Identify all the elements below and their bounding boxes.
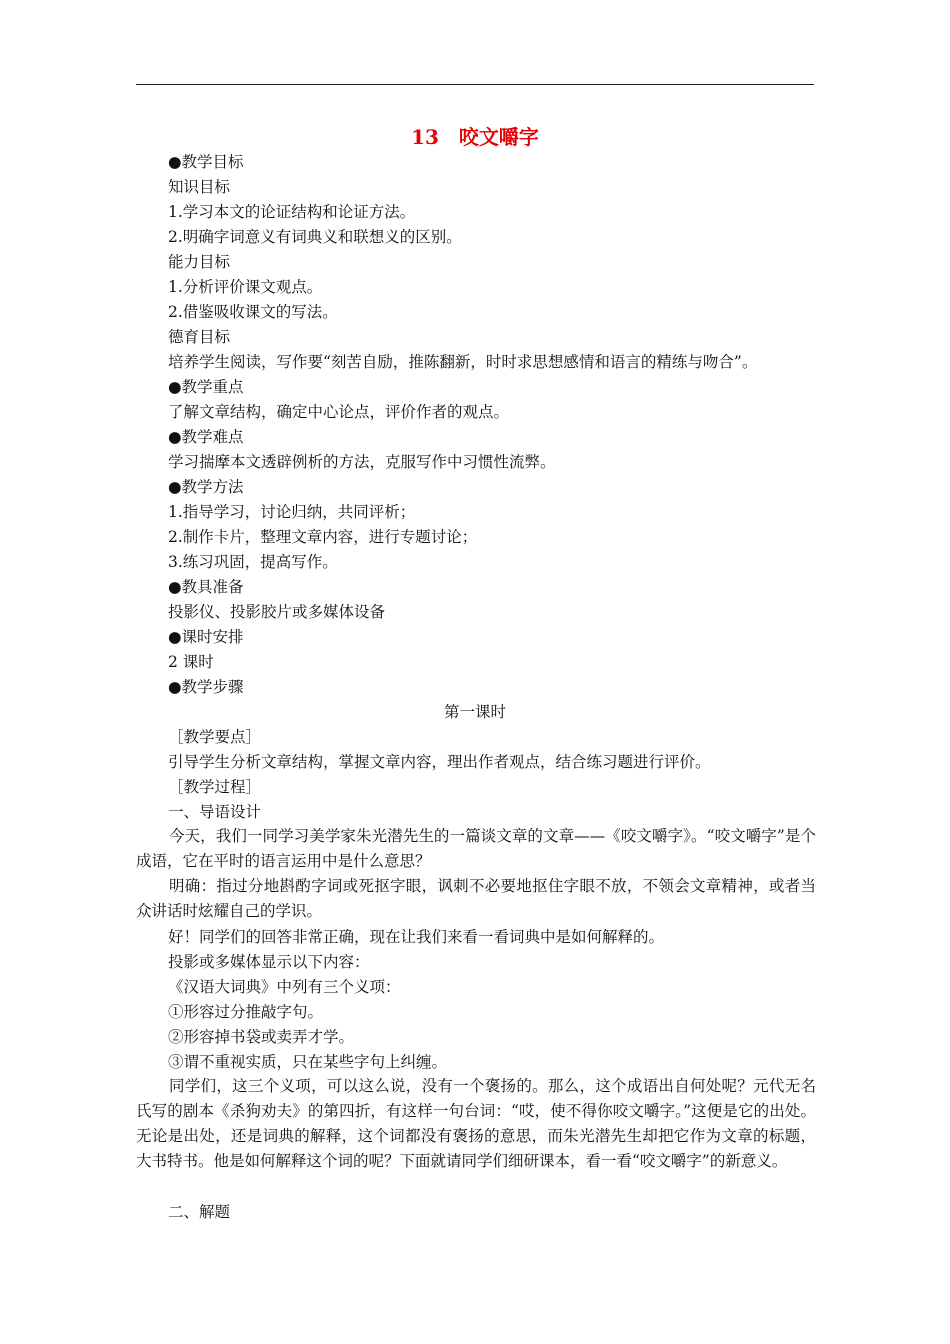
knowledge-goal-1: 1.学习本文的论证结构和论证方法。 bbox=[168, 203, 416, 221]
schedule-text: 2 课时 bbox=[168, 653, 214, 671]
section-teaching-goals: ●教学目标 bbox=[168, 153, 244, 171]
section-equipment: ●教具准备 bbox=[168, 578, 244, 596]
difficulties-text: 学习揣摩本文透辟例析的方法，克服写作中习惯性流弊。 bbox=[168, 453, 556, 471]
dictionary-intro: 《汉语大词典》中列有三个义项： bbox=[168, 978, 401, 996]
section-difficulties: ●教学难点 bbox=[168, 428, 244, 446]
ability-goal-2: 2.借鉴吸收课文的写法。 bbox=[168, 303, 338, 321]
key-points-text: 了解文章结构，确定中心论点，评价作者的观点。 bbox=[168, 403, 510, 421]
teaching-points-label: ［教学要点］ bbox=[168, 728, 262, 746]
section-key-points: ●教学重点 bbox=[168, 378, 244, 396]
section-methods: ●教学方法 bbox=[168, 478, 244, 496]
teaching-points-text: 引导学生分析文章结构，掌握文章内容，理出作者观点，结合练习题进行评价。 bbox=[168, 753, 711, 771]
teaching-process-label: ［教学过程］ bbox=[168, 778, 262, 796]
knowledge-goal-heading: 知识目标 bbox=[168, 178, 231, 196]
definition-1: ①形容过分推敲字句。 bbox=[168, 1003, 324, 1021]
answer-praise: 好！同学们的回答非常正确，现在让我们来看一看词典中是如何解释的。 bbox=[168, 928, 665, 946]
lesson-title: 13 咬文嚼字 bbox=[411, 125, 539, 149]
ability-goal-1: 1.分析评价课文观点。 bbox=[168, 278, 323, 296]
intro-design-heading: 一、导语设计 bbox=[168, 803, 262, 821]
definition-2: ②形容掉书袋或卖弄才学。 bbox=[168, 1028, 355, 1046]
section-steps: ●教学步骤 bbox=[168, 678, 244, 696]
knowledge-goal-2: 2.明确字词意义有词典义和联想义的区别。 bbox=[168, 228, 462, 246]
method-2: 2.制作卡片，整理文章内容，进行专题讨论； bbox=[168, 528, 478, 546]
moral-goal-text: 培养学生阅读，写作要“刻苦自励，推陈翻新，时时求思想感情和语言的精练与吻合”。 bbox=[168, 353, 758, 371]
method-1: 1.指导学习，讨论归纳，共同评析； bbox=[168, 503, 416, 521]
origin-paragraph: 同学们，这三个义项，可以这么说，没有一个褒扬的。那么，这个成语出自何处呢？元代无名氏写的剧本《杀狗劝夫》的第四折，有这样一句台词：“哎，使不得你咬文嚼字。”这便是它的出处。无论是出处，还是词典的解释，这个词都没有褒扬的意思，而朱光潜先生却把它作为文章的标题，大书特书。他是如何解释这个词的呢？下面就请同学们细研课本，看一看“咬文嚼字”的新意义。 bbox=[136, 1077, 816, 1170]
projection-note: 投影或多媒体显示以下内容： bbox=[168, 953, 370, 971]
lesson-heading: 第一课时 bbox=[443, 703, 506, 721]
equipment-text: 投影仪、投影胶片或多媒体设备 bbox=[168, 603, 386, 621]
intro-paragraph: 今天，我们一同学习美学家朱光潜先生的一篇谈文章的文章——《咬文嚼字》。“咬文嚼字”是个成语，它在平时的语言运用中是什么意思？ bbox=[136, 827, 816, 870]
clarify-paragraph: 明确：指过分地斟酌字词或死抠字眼，讽刺不必要地抠住字眼不放，不领会文章精神，或者当众讲话时炫耀自己的学识。 bbox=[136, 877, 816, 920]
method-3: 3.练习巩固，提高写作。 bbox=[168, 553, 338, 571]
header-rule bbox=[136, 84, 814, 85]
moral-goal-heading: 德育目标 bbox=[168, 328, 231, 346]
ability-goal-heading: 能力目标 bbox=[168, 253, 231, 271]
section-schedule: ●课时安排 bbox=[168, 628, 244, 646]
title-explanation-heading: 二、解题 bbox=[168, 1203, 231, 1221]
definition-3: ③谓不重视实质，只在某些字句上纠缠。 bbox=[168, 1053, 448, 1071]
